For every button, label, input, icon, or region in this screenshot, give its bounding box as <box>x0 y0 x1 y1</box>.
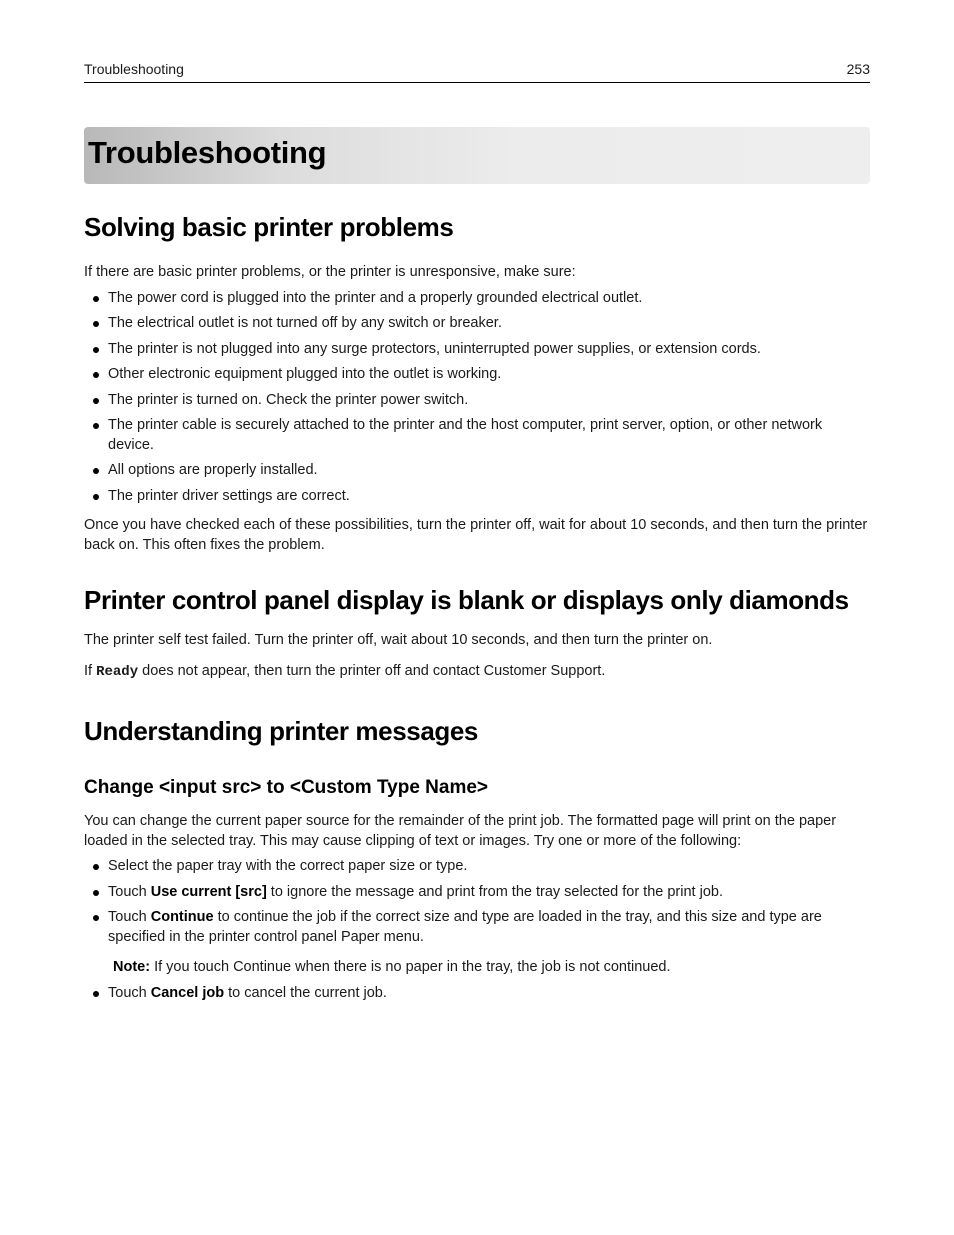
chapter-title: Troubleshooting <box>88 135 327 170</box>
note-label: Note: <box>113 959 151 976</box>
section-heading-basic-problems: Solving basic printer problems <box>84 212 454 242</box>
list-item: Select the paper tray with the correct paper size or type. <box>84 857 870 877</box>
page-number: 253 <box>846 61 870 77</box>
list-item: Touch Cancel job to cancel the current job. <box>84 984 870 1004</box>
bullet-icon <box>93 915 99 921</box>
use-current-src-label: Use current [src] <box>150 883 267 900</box>
bullet-icon <box>93 296 99 302</box>
checklist <box>84 289 870 507</box>
section1-outro: Once you have checked each of these possibilities, turn the printer off, wait for about 10 seconds, and then turn the printer back on. This often fixes the problem. <box>84 517 868 553</box>
chapter-banner <box>84 127 870 184</box>
list-item: The printer driver settings are correct. <box>84 487 870 507</box>
list-item: The electrical outlet is not turned off by any switch or breaker. <box>84 314 870 334</box>
section2-para2: If Ready does not appear, then turn the printer off and contact Customer Support. <box>84 662 606 680</box>
note: Note: If you touch Continue when there is no paper in the tray, the job is not continued. <box>113 959 671 976</box>
content <box>84 212 870 1003</box>
continue-label: Continue <box>150 909 214 926</box>
ready-code: Ready <box>96 663 139 680</box>
list-item: The printer is turned on. Check the printer power switch. <box>84 391 870 411</box>
cancel-job-label: Cancel job <box>150 984 225 1001</box>
bullet-icon <box>93 890 99 896</box>
bullet-icon <box>93 494 99 500</box>
list-item: Other electronic equipment plugged into the outlet is working. <box>84 365 870 385</box>
list-item: All options are properly installed. <box>84 461 870 481</box>
section-heading-blank-display: Printer control panel display is blank or displays only diamonds <box>84 585 849 616</box>
bullet-icon <box>93 347 99 353</box>
running-header <box>84 60 870 83</box>
list-item: The printer cable is securely attached to the printer and the host computer, print server, option, or other network device. <box>84 416 870 455</box>
bullet-icon <box>93 468 99 474</box>
subsection-heading-change-input: Change <input src> to <Custom Type Name> <box>84 776 489 798</box>
list-item: Touch Use current [src] to ignore the message and print from the tray selected for the print job. <box>84 883 870 903</box>
list-item: Touch Continue to continue the job if the correct size and type are loaded in the tray, and this size and type are specified in the printer control panel Paper menu. <box>84 908 870 947</box>
options-list-continued <box>84 984 870 1004</box>
bullet-icon <box>93 398 99 404</box>
section1-intro: If there are basic printer problems, or the printer is unresponsive, make sure: <box>84 264 576 281</box>
subsection-intro: You can change the current paper source for the remainder of the print job. The formatted page will print on the paper loaded in the selected tray. This may cause clipping of text or images. Try one or more of the following: <box>84 813 837 849</box>
bullet-icon <box>93 423 99 429</box>
section-heading-printer-messages: Understanding printer messages <box>84 716 478 747</box>
header-section-title: Troubleshooting <box>84 61 184 77</box>
list-item: The power cord is plugged into the printer and a properly grounded electrical outlet. <box>84 289 870 309</box>
bullet-icon <box>93 864 99 870</box>
bullet-icon <box>93 321 99 327</box>
bullet-icon <box>93 372 99 378</box>
list-item: The printer is not plugged into any surge protectors, uninterrupted power supplies, or extension cords. <box>84 340 870 360</box>
bullet-icon <box>93 991 99 997</box>
section2-para1: The printer self test failed. Turn the printer off, wait about 10 seconds, and then turn the printer on. <box>84 632 713 649</box>
options-list <box>84 857 870 947</box>
